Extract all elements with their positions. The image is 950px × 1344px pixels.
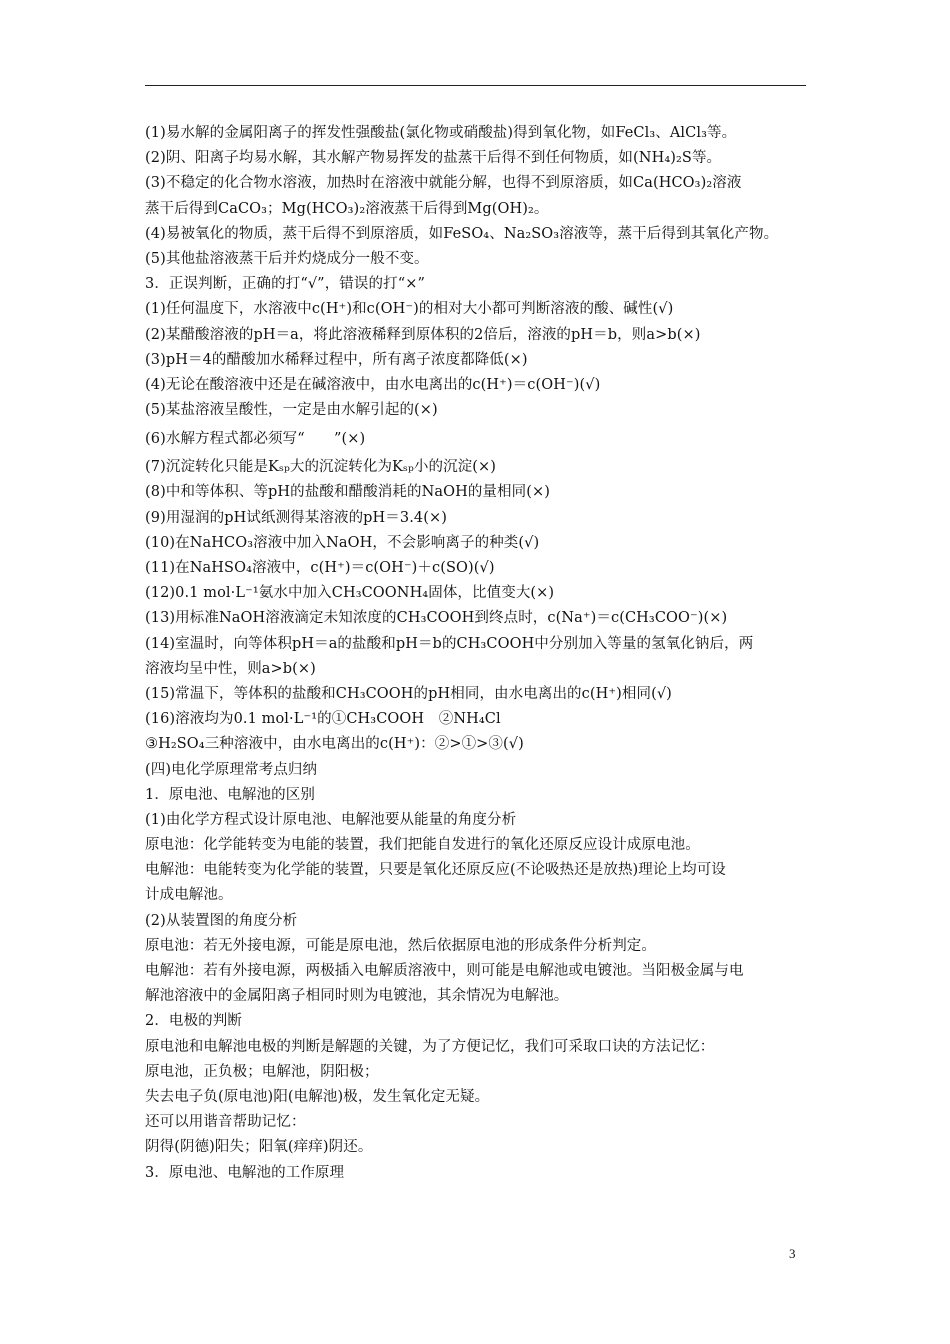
text-line: (3)不稳定的化合物水溶液，加热时在溶液中就能分解，也得不到原溶质，如Ca(HCO₃)₂溶液 — [145, 175, 742, 192]
section-heading: 2．电极的判断 — [145, 1013, 242, 1030]
text-line: 原电池：化学能转变为电能的装置，我们把能自发进行的氧化还原反应设计成原电池。 — [145, 837, 700, 854]
text-line: ③H₂SO₄三种溶液中，由水电离出的c(H⁺)：②>①>③(√) — [145, 736, 524, 753]
text-line: (10)在NaHCO₃溶液中加入NaOH，不会影响离子的种类(√) — [145, 534, 540, 551]
text-line: (14)室温时，向等体积pH＝a的盐酸和pH＝b的CH₃COOH中分别加入等量的氢氧化钠后，两 — [145, 635, 754, 652]
page-number: 3 — [789, 1246, 796, 1261]
text-line: (11)在NaHSO₄溶液中，c(H⁺)＝c(OH⁻)＋c(SO)(√) — [145, 560, 495, 576]
header-rule — [145, 85, 806, 86]
text-line: 电解池：电能转变为化学能的装置，只要是氧化还原反应(不论吸热还是放热)理论上均可设 — [145, 862, 726, 879]
text-line: (1)任何温度下，水溶液中c(H⁺)和c(OH⁻)的相对大小都可判断溶液的酸、碱性(√) — [145, 301, 674, 318]
document-body — [145, 121, 815, 1186]
text-line: (2)某醋酸溶液的pH＝a，将此溶液稀释到原体积的2倍后，溶液的pH＝b，则a>b(×) — [145, 326, 701, 343]
text-line: 失去电子负(原电池)阳(电解池)极，发生氧化定无疑。 — [145, 1088, 490, 1105]
text-line: (1)由化学方程式设计原电池、电解池要从能量的角度分析 — [145, 811, 517, 828]
text-line: 阴得(阴德)阳失；阳氧(痒痒)阴还。 — [145, 1139, 373, 1156]
text-line: (12)0.1 mol·L⁻¹氨水中加入CH₃COONH₄固体，比值变大(×) — [145, 585, 555, 602]
text-line: (5)某盐溶液呈酸性，一定是由水解引起的(×) — [145, 402, 438, 419]
section-heading: 3．正误判断，正确的打“√”，错误的打“×” — [145, 276, 425, 293]
text-line: (6)水解方程式都必须写“ ”(×) — [145, 431, 366, 448]
text-line: (8)中和等体积、等pH的盐酸和醋酸消耗的NaOH的量相同(×) — [145, 484, 550, 501]
text-line: (5)其他盐溶液蒸干后并灼烧成分一般不变。 — [145, 250, 429, 267]
text-line: 还可以用谐音帮助记忆： — [145, 1114, 306, 1131]
text-line: 解池溶液中的金属阳离子相同时则为电镀池，其余情况为电解池。 — [145, 988, 569, 1005]
section-heading: 3．原电池、电解池的工作原理 — [145, 1164, 345, 1181]
text-line: (2)阴、阳离子均易水解，其水解产物易挥发的盐蒸干后得不到任何物质，如(NH₄)₂S等。 — [145, 150, 722, 167]
text-line: 原电池，正负极；电解池，阴阳极； — [145, 1063, 379, 1080]
text-line: 蒸干后得到CaCO₃；Mg(HCO₃)₂溶液蒸干后得到Mg(OH)₂。 — [145, 200, 549, 217]
text-line: (4)无论在酸溶液中还是在碱溶液中，由水电离出的c(H⁺)＝c(OH⁻)(√) — [145, 376, 601, 393]
text-line: (13)用标准NaOH溶液滴定未知浓度的CH₃COOH到终点时，c(Na⁺)＝c(CH₃COO⁻)(×) — [145, 610, 728, 627]
text-line: (7)沉淀转化只能是Kₛₚ大的沉淀转化为Kₛₚ小的沉淀(×) — [145, 459, 497, 476]
text-line: (9)用湿润的pH试纸测得某溶液的pH＝3.4(×) — [145, 509, 448, 526]
text-line: (16)溶液均为0.1 mol·L⁻¹的①CH₃COOH ②NH₄Cl — [145, 711, 501, 728]
text-line: (15)常温下，等体积的盐酸和CH₃COOH的pH相同，由水电离出的c(H⁺)相同(√) — [145, 685, 672, 702]
text-line: (3)pH＝4的醋酸加水稀释过程中，所有离子浓度都降低(×) — [145, 351, 528, 368]
section-heading: 1．原电池、电解池的区别 — [145, 786, 315, 803]
section-heading: (四)电化学原理常考点归纳 — [145, 761, 318, 778]
text-line: 溶液均呈中性，则a>b(×) — [145, 660, 316, 677]
text-line: 计成电解池。 — [145, 887, 233, 904]
text-line: (1)易水解的金属阳离子的挥发性强酸盐(氯化物或硝酸盐)得到氧化物，如FeCl₃、AlCl₃等。 — [145, 125, 737, 141]
text-line: 电解池：若有外接电源，两极插入电解质溶液中，则可能是电解池或电镀池。当阳极金属与电 — [145, 963, 744, 979]
text-line: 原电池：若无外接电源，可能是原电池，然后依据原电池的形成条件分析判定。 — [145, 937, 656, 954]
text-line: 原电池和电解池电极的判断是解题的关键，为了方便记忆，我们可采取口诀的方法记忆： — [145, 1038, 715, 1055]
text-line: (4)易被氧化的物质，蒸干后得不到原溶质，如FeSO₄、Na₂SO₃溶液等，蒸干后得到其氧化产物。 — [145, 225, 779, 242]
text-line: (2)从装置图的角度分析 — [145, 912, 298, 929]
